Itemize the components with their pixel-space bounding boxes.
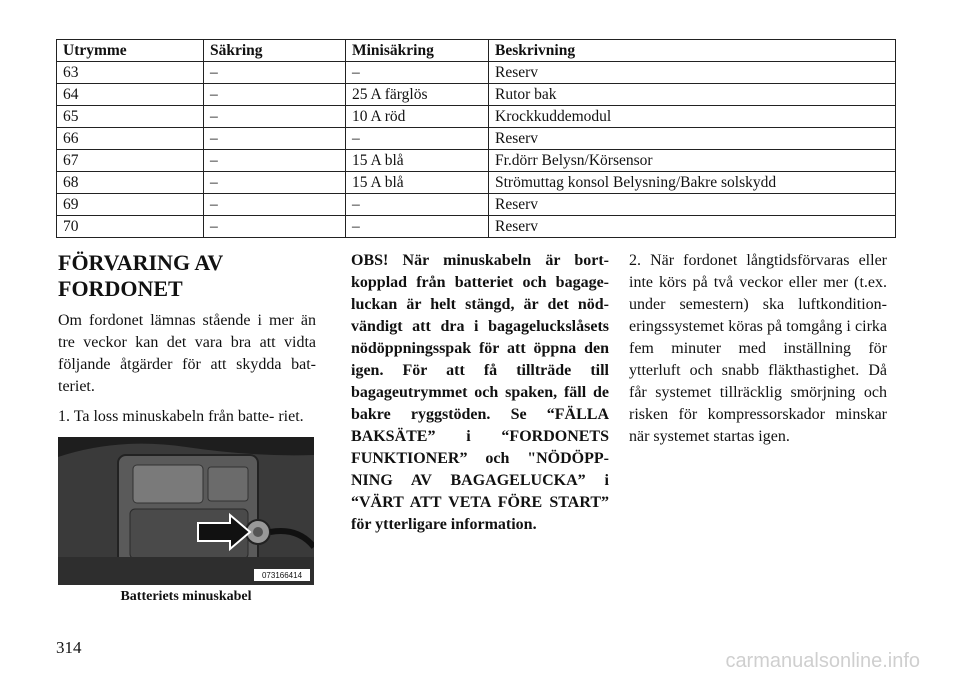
table-cell: 15 A blå [346, 150, 489, 172]
table-cell: Reserv [489, 216, 896, 238]
column-right [629, 250, 887, 448]
table-cell: Krockkuddemodul [489, 106, 896, 128]
column-left [58, 250, 316, 428]
table-cell: – [204, 62, 346, 84]
table-cell: – [346, 128, 489, 150]
table-cell: 67 [57, 150, 204, 172]
table-cell: 70 [57, 216, 204, 238]
table-row [57, 150, 896, 172]
table-body [57, 62, 896, 238]
column-middle [351, 250, 609, 536]
table-cell: Fr.dörr Belysn/Körsensor [489, 150, 896, 172]
table-cell: 10 A röd [346, 106, 489, 128]
column-header: Minisäkring [346, 40, 489, 62]
table-row [57, 84, 896, 106]
heading-line-1: FÖRVARING AV [58, 250, 224, 275]
fuse-table [56, 39, 896, 238]
table-cell: – [204, 106, 346, 128]
section-heading [58, 250, 316, 302]
table-cell: Reserv [489, 128, 896, 150]
table-cell: – [204, 194, 346, 216]
table-row [57, 172, 896, 194]
table-row [57, 216, 896, 238]
intro-paragraph: Om fordonet lämnas stående i mer än tre veckor kan det vara bra att vidta följande åtgärder för att skydda bat- teriet. [58, 312, 316, 395]
table-row [57, 62, 896, 84]
table-cell: – [204, 150, 346, 172]
table-row [57, 194, 896, 216]
table-cell: 69 [57, 194, 204, 216]
watermark: carmanualsonline.info [725, 650, 920, 672]
table-cell: 63 [57, 62, 204, 84]
table-cell: – [204, 216, 346, 238]
column-header: Utrymme [57, 40, 204, 62]
table-cell: Strömuttag konsol Belysning/Bakre solskydd [489, 172, 896, 194]
battery-illustration [58, 437, 314, 585]
table-cell: Reserv [489, 62, 896, 84]
table-cell: – [346, 194, 489, 216]
step-1-paragraph: 1. Ta loss minuskabeln från batte- riet. [58, 408, 304, 425]
table-cell: Rutor bak [489, 84, 896, 106]
table-cell: 68 [57, 172, 204, 194]
table-cell: 65 [57, 106, 204, 128]
column-header: Säkring [204, 40, 346, 62]
table-cell: 66 [57, 128, 204, 150]
battery-photo [58, 437, 314, 585]
figure-caption: Batteriets minuskabel [120, 589, 252, 604]
table-cell: – [204, 172, 346, 194]
table-cell: – [346, 62, 489, 84]
table-header-row [57, 40, 896, 62]
table-row [57, 128, 896, 150]
table-row [57, 106, 896, 128]
column-header: Beskrivning [489, 40, 896, 62]
step-2-paragraph: 2. När fordonet långtidsförvaras eller inte körs på två veckor eller mer (t.ex. under semestern) ska luftkondition- eringssystemet köras på tomgång i cirka fem minuter med inställning för ytterluft och snabb fläkthastighet. Då får systemet tillräcklig smörjning och risken för kompressorskador minskar när systemet startas igen. [629, 252, 887, 445]
heading-line-2: FORDONET [58, 276, 183, 301]
note-paragraph: OBS! När minuskabeln är bort- kopplad från batteriet och bagage- luckan är helt stängd, är det nöd- vändigt att dra i bagageluckslåsets nödöppningsspak för att öppna den igen. För att få tillträde till bagageutrymmet och spaken, fäll de bakre ryggstöden. Se “FÄLLA BAKSÄTE” i “FORDONETS FUNKTIONER” och "NÖDÖPP- NING AV BAGAGELUCKA” i “VÄRT ATT VETA FÖRE START” för ytterligare information. [351, 252, 609, 533]
table-cell: – [204, 84, 346, 106]
page-number: 314 [56, 638, 82, 657]
table-cell: 15 A blå [346, 172, 489, 194]
table-cell: 64 [57, 84, 204, 106]
figure-code: 073166414 [261, 571, 303, 580]
table-cell: – [346, 216, 489, 238]
table-cell: Reserv [489, 194, 896, 216]
table-cell: – [204, 128, 346, 150]
table-cell: 25 A färglös [346, 84, 489, 106]
